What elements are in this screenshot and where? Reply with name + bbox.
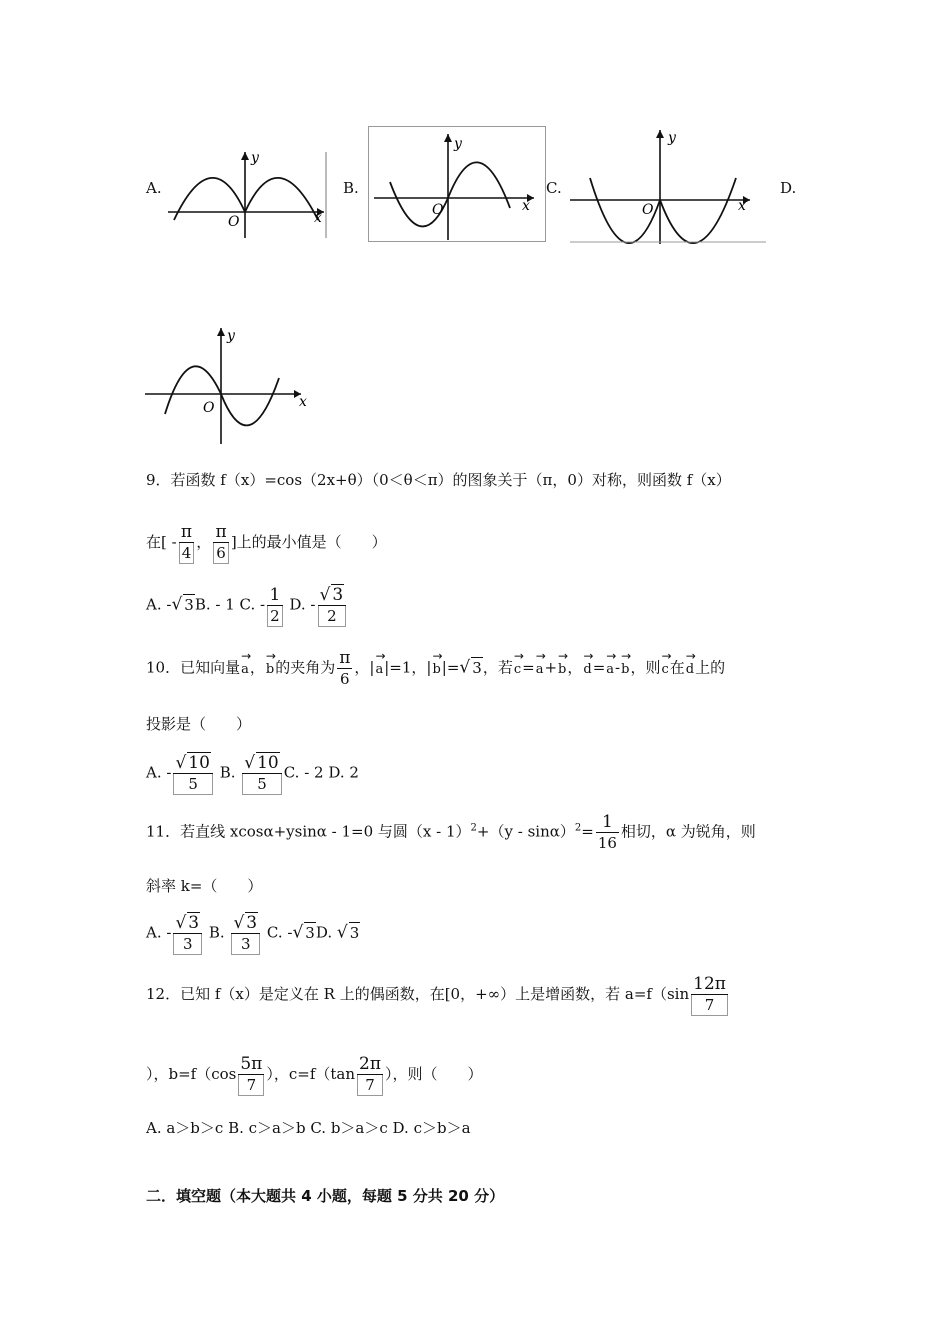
option-a-origin-label: O [228, 214, 240, 230]
vector-c: → c [514, 652, 521, 680]
q9-opt-d-frac: $\frac{√ 3}{2}$ [318, 584, 347, 627]
q10-options: A. - $\frac{√ 10}{5}$ B. $\frac{√ 10}{5}$ C. - 2 D. 2 [146, 753, 359, 793]
option-c-x-label: x [738, 198, 746, 214]
vector-a: → a [241, 652, 249, 680]
q11-line1: 11．若直线 xcosα+ysinα - 1=0 与圆（x - 1）$^2$+（y - sinα）$^2$= $\frac{1}{16}$ 相切，α 为锐角，则 [146, 812, 756, 852]
q9-line1: 9．若函数 f（x）=cos（2x+θ）（0＜θ＜π）的图象关于（π，0）对称，则函数 f（x） [146, 471, 731, 489]
option-c-graph [568, 126, 768, 244]
option-d-origin-label: O [203, 400, 215, 416]
option-b-graph [368, 126, 546, 242]
q12-frac-b: $\frac{5\pi}{7}$ [240, 1054, 263, 1094]
q10-line2: 投影是（ ） [146, 715, 252, 733]
option-b-letter: B. [343, 179, 359, 197]
q10-line1: 10．已知向量→ a，→ b的夹角为 $\frac{\pi}{6}$ ，|→ a|=1，|→ b|=√ 3，若→ c=→ a+→ b，→ d=→ a-→ b，则→ c在→ d上的 [146, 648, 725, 689]
q11-line2: 斜率 k=（ ） [146, 877, 263, 895]
q10-opt-b-frac: $\frac{√ 10}{5}$ [242, 752, 281, 795]
option-b-x-label: x [522, 198, 530, 214]
option-c-y-label: y [668, 130, 676, 146]
option-c-origin-label: O [642, 202, 654, 218]
option-a-y-label: y [251, 150, 259, 166]
option-b-y-label: y [454, 136, 462, 152]
option-b-origin-label: O [432, 202, 444, 218]
option-d-letter: D. [780, 179, 797, 197]
q11-opt-a-frac: $\frac{√ 3}{3}$ [173, 912, 202, 955]
q11-options: A. - $\frac{√ 3}{3}$ B. $\frac{√ 3}{3}$ C. -√ 3D. √ 3 [146, 913, 360, 953]
q9-opt-a-radicand: 3 [184, 595, 194, 614]
option-a-letter: A. [146, 179, 162, 197]
q12-line1: 12．已知 f（x）是定义在 R 上的偶函数，在[0，+∞）上是增函数，若 a=f（sin $\frac{12\pi}{7}$ [146, 974, 726, 1014]
option-a-x-label: x [314, 210, 322, 226]
q10-opt-a-frac: $\frac{√ 10}{5}$ [173, 752, 212, 795]
q9-options: A. -√ 3B. - 1 C. - $\frac{1}{2}$ D. - $\frac{√ 3}{2}$ [146, 584, 348, 627]
q11-radius-frac: $\frac{1}{16}$ [597, 812, 617, 852]
vector-b: → b [266, 652, 274, 680]
option-d-y-label: y [227, 328, 235, 344]
q10-angle-frac: $\frac{\pi}{6}$ [339, 648, 351, 688]
option-a-graph [166, 150, 328, 240]
option-d-graph [143, 326, 313, 444]
vector-d: → d [583, 652, 591, 680]
q12-line2: ），b=f（cos $\frac{5\pi}{7}$ ），c=f（tan $\frac{2\pi}{7}$ ），则（ ） [146, 1054, 483, 1094]
q12-options: A. a＞b＞c B. c＞a＞b C. b＞a＞c D. c＞b＞a [146, 1119, 471, 1137]
section-2-heading: 二．填空题（本大题共 4 小题，每题 5 分共 20 分） [146, 1187, 505, 1205]
q12-frac-a: $\frac{12\pi}{7}$ [693, 974, 726, 1014]
q9-opt-c-frac: $\frac{1}{2}$ [267, 585, 283, 627]
option-c-letter: C. [546, 179, 562, 197]
option-d-x-label: x [299, 394, 307, 410]
q12-frac-c: $\frac{2\pi}{7}$ [359, 1054, 382, 1094]
q9-line2-post: ]上的最小值是（ ） [230, 533, 387, 551]
q9-line2-pre: 在[ - [146, 533, 177, 551]
q11-opt-b-frac: $\frac{√ 3}{3}$ [231, 912, 260, 955]
q9-frac-2: $\frac{\pi}{6}$ [213, 522, 229, 564]
q9-line2: 在[ - $\frac{\pi}{4}$ ， $\frac{\pi}{6}$ ]上的最小值是（ ） [146, 522, 387, 562]
q9-frac-1: $\frac{\pi}{4}$ [179, 522, 195, 564]
